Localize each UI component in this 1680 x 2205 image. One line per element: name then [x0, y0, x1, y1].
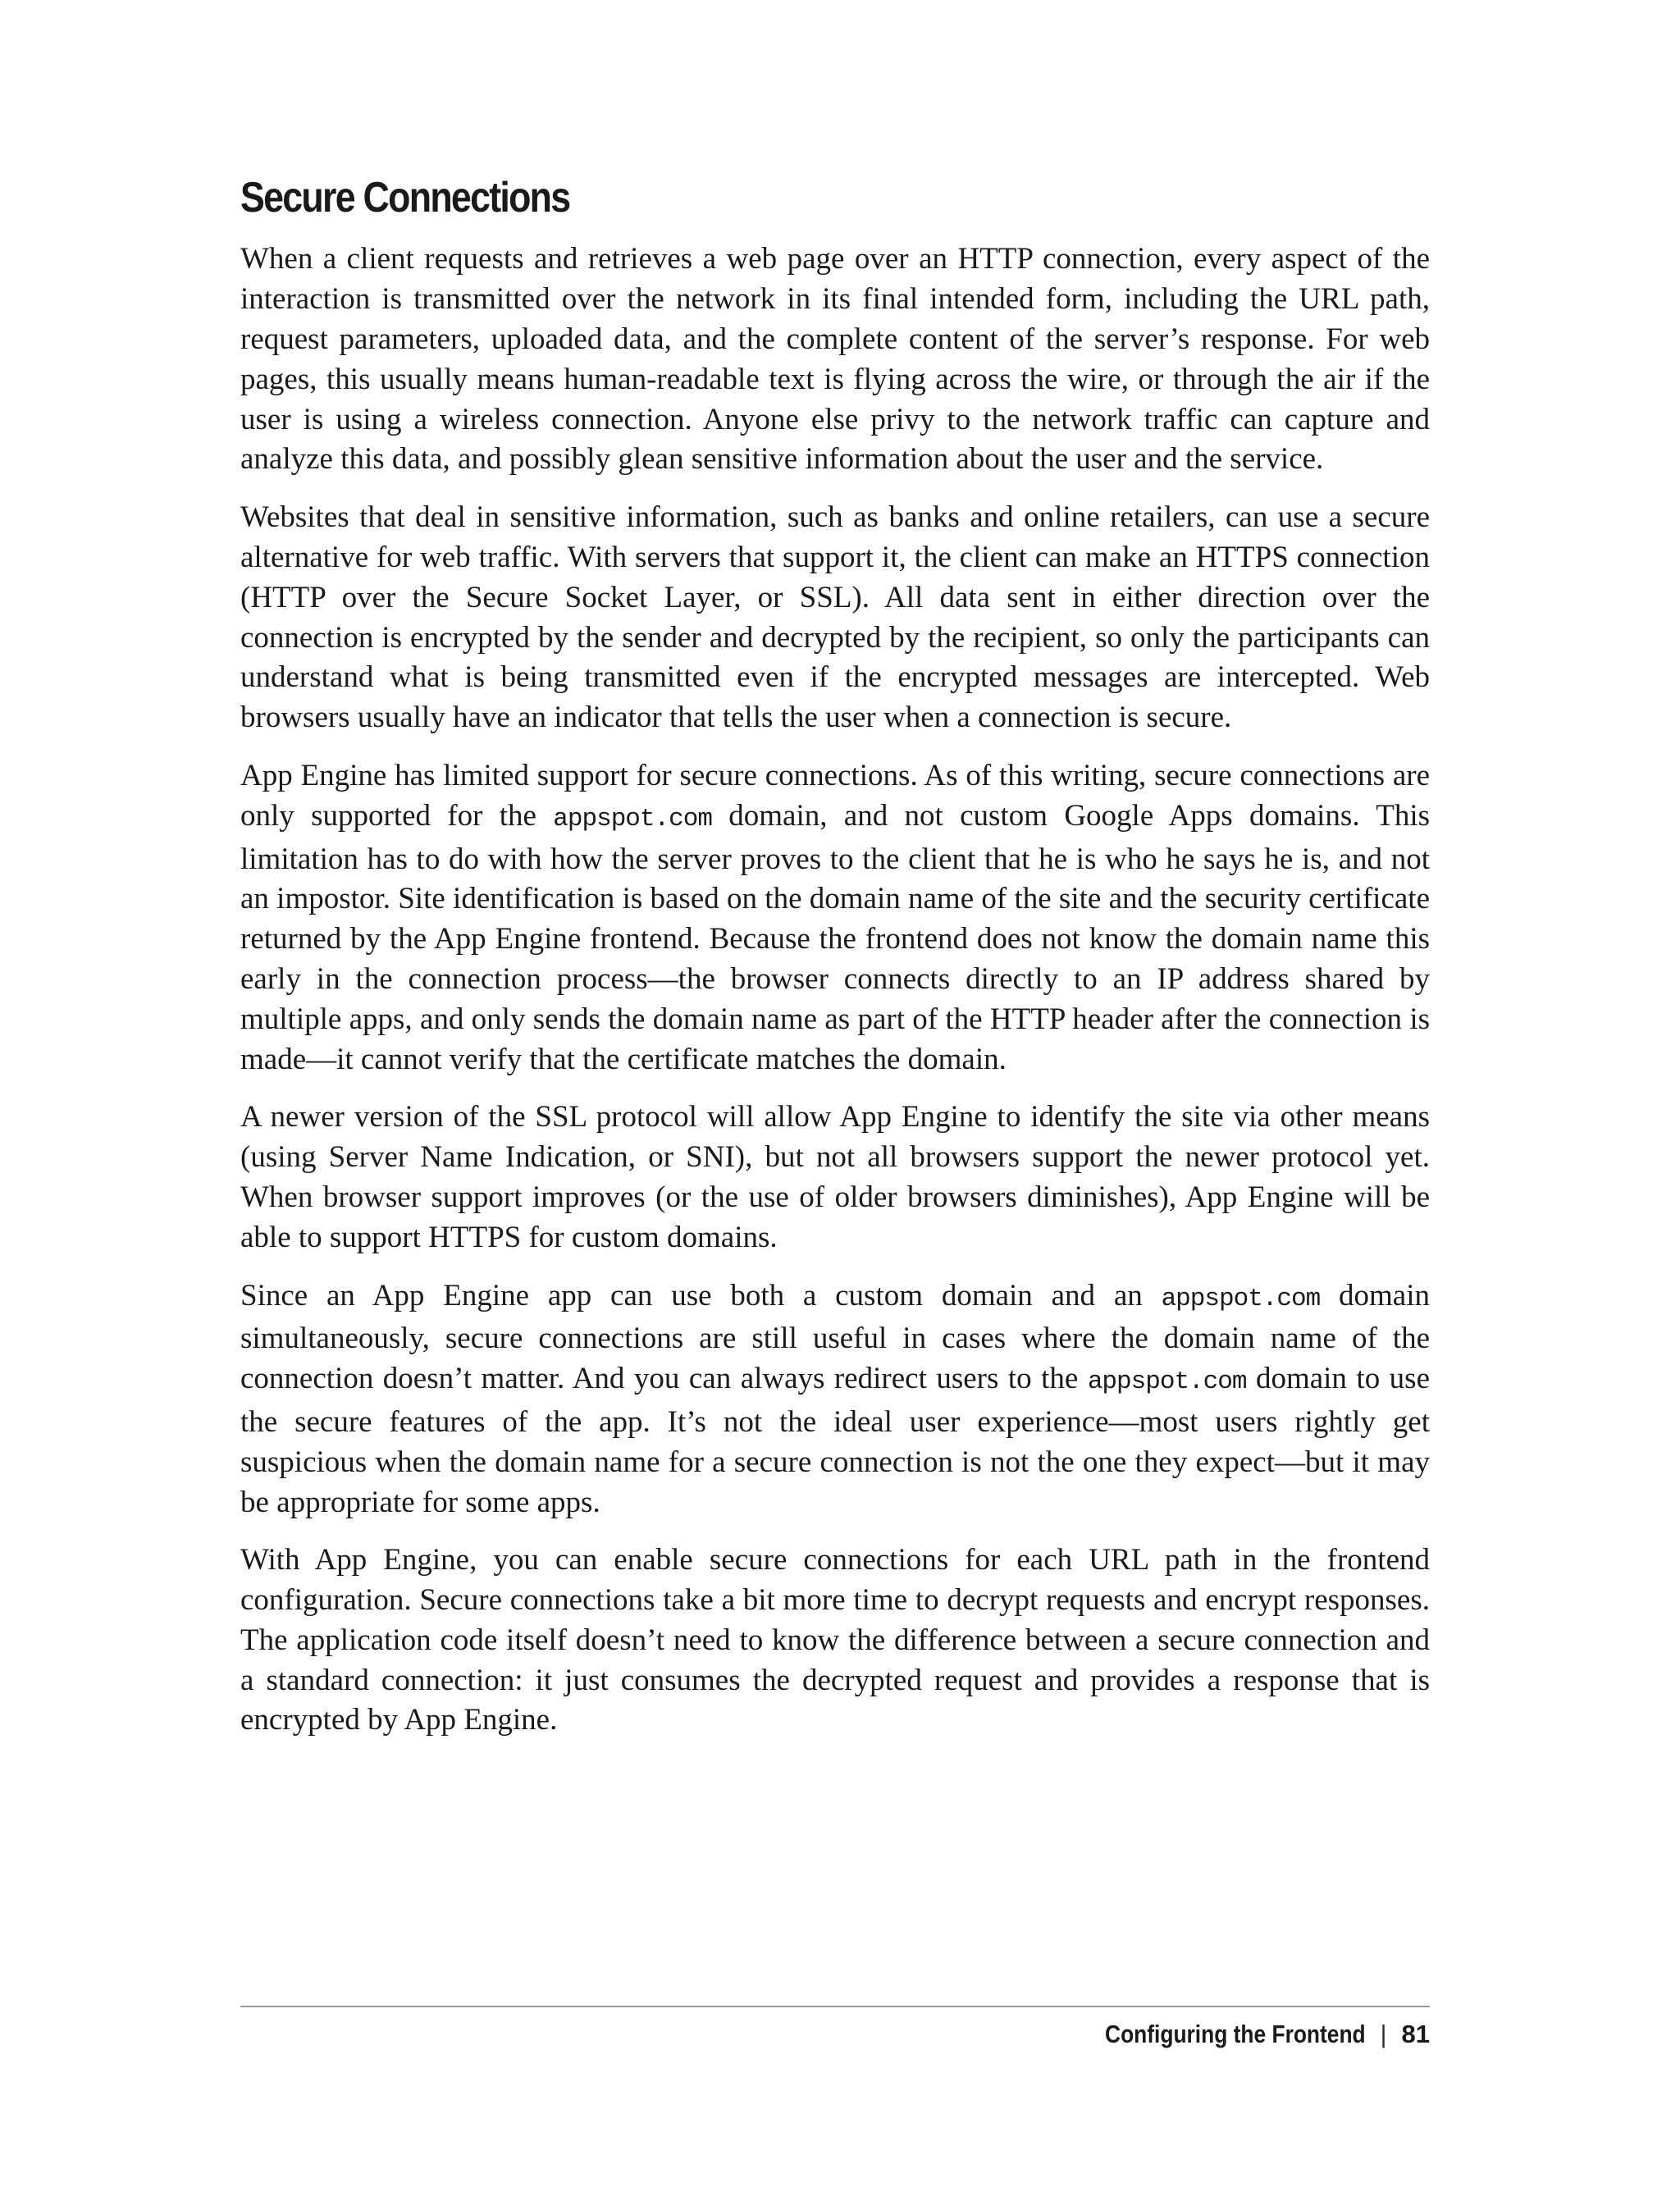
page-number: 81 [1401, 2020, 1430, 2048]
section-heading: Secure Connections [240, 174, 570, 221]
paragraph [240, 1098, 1430, 1258]
paragraph [240, 1541, 1430, 1741]
inline-code: appspot.com [1087, 1367, 1247, 1397]
paragraph-text: When a client requests and retrieves a web page over an HTTP connection, every aspect of the interaction is transmitted over the network in its final intended form, including the URL path, request parameters, uploaded data, and the complete content of the server’s response. For web pages, this usually means human-readable text is flying across the wire, or through the air if the user is using a wireless connection. Anyone else privy to the network traffic can capture and analyze this data, and possibly glean sensitive information about the user and the service. [240, 242, 1430, 477]
paragraph-text: domain simultaneously, secure connections are still useful in cases where the domain name of the connection doesn’t matter. And you can always redirect users to the [240, 1278, 1431, 1396]
inline-code: appspot.com [1161, 1284, 1321, 1313]
paragraph-text: domain, and not custom Google Apps domains. This limitation has to do with how the server proves to the client that he is who he says he is, and not an impostor. Site identification is based on the domain name of the site and the security certificate returned by the App Engine frontend. Because the frontend does not know the domain name this early in the connection process—the browser connects directly to an IP address shared by multiple apps, and only sends the domain name as part of the HTTP header after the connection is made—it cannot verify that the certificate matches the domain. [240, 798, 1430, 1076]
paragraph-text: Since an App Engine app can use both a custom domain and an [240, 1278, 1162, 1312]
body-text [240, 240, 1430, 1741]
page-footer [240, 2018, 1430, 2051]
paragraph-text: domain to use the secure features of the app. It’s not the ideal user experience—most users rightly get suspicious when the domain name for a secure connection is not the one they expect—but it may be appropriate for some apps. [240, 1362, 1430, 1519]
footer-chapter-title: Configuring the Frontend [1104, 2020, 1366, 2048]
paragraph-text: Websites that deal in sensitive information, such as banks and online retailers, can use a secure alternative for web traffic. With servers that support it, the client can make an HTTPS connection (HTTP over the Secure Socket Layer, or SSL). All data sent in either direction over the connection is encrypted by the sender and decrypted by the recipient, so only the participants can understand what is being transmitted even if the encrypted messages are intercepted. Web browsers usually have an indicator that tells the user when a connection is secure. [240, 500, 1430, 735]
inline-code: appspot.com [553, 804, 712, 833]
paragraph [240, 1276, 1430, 1523]
paragraph [240, 498, 1430, 738]
paragraph-text: A newer version of the SSL protocol will allow App Engine to identify the site via other means (using Server Name Indication, or SNI), but not all browsers support the newer protocol yet. When browser support improves (or the use of older browsers diminishes), App Engine will be able to support HTTPS for custom domains. [240, 1100, 1430, 1254]
paragraph-text: App Engine has limited support for secure connections. As of this writing, secure connections are only supported for the [240, 758, 1430, 833]
paragraph-text: With App Engine, you can enable secure connections for each URL path in the frontend configuration. Secure connections take a bit more time to decrypt requests and encrypt responses. The application code itself doesn’t need to know the difference between a secure connection and a standard connection: it just consumes the decrypted request and provides a response that is encrypted by App Engine. [240, 1543, 1430, 1737]
footer-rule [240, 2006, 1430, 2007]
footer-separator: | [1380, 2020, 1387, 2048]
page-content [240, 172, 1430, 1759]
paragraph [240, 240, 1430, 480]
paragraph [240, 756, 1430, 1080]
